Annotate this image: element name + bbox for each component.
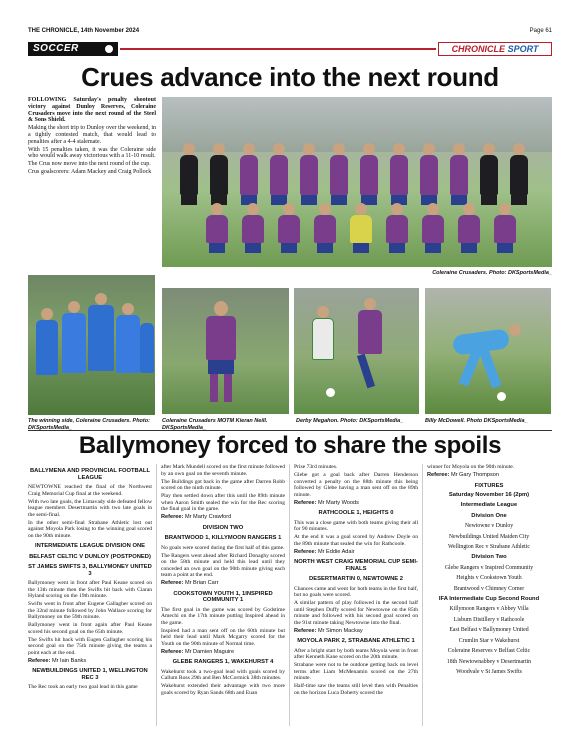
player-shorts [331, 195, 347, 205]
player-head [483, 143, 495, 155]
referee-label: Referee: [161, 514, 185, 520]
player-head [247, 203, 259, 215]
fixture-item: East Belfast v Ballymoney United [449, 627, 529, 634]
report-column-1 [28, 464, 152, 726]
report-paragraph: Half-time saw the teams still level then with Penalties on the horizon Luca Doherty scored the [294, 683, 418, 696]
story-paragraph: With 15 penalties taken, it was the Coleraine side who would walk away victorious with a 11-10 result. [28, 146, 156, 160]
report-paragraph: The Rangers went ahead after Richard Donaghy scored on the 58th minute and held this lead until they conceded an own goal on the 90th minute giving each team a point at the end. [161, 552, 285, 578]
football-icon [104, 44, 114, 54]
team-photo [162, 97, 552, 267]
referee-line: Referee: Mr Marty Woods [294, 499, 359, 506]
report-columns [28, 464, 552, 726]
player-head [427, 203, 439, 215]
motm-photo [162, 288, 289, 414]
player-figure [510, 155, 528, 195]
section-label: SOCCER [28, 42, 118, 56]
player-shorts [181, 195, 197, 205]
fixture-heading: Saturday November 16 (2pm) [448, 492, 530, 498]
report-paragraph: The Buildings got back in the game after Darren Robb scored on the ninth minute. [161, 478, 285, 491]
report-paragraph: Wakehurst took a two-goal lead with goals scored by Callum Ross 29th and Ben McCormick 38th minutes. [161, 668, 285, 681]
match-heading: COOKSTOWN YOUTH 1, 1INSPIRED COMMUNITY 1 [173, 590, 273, 603]
player-head [243, 143, 255, 155]
page-header [28, 28, 552, 38]
referee-line: Referee: Mr Iain Banks [28, 657, 87, 664]
report-column-3 [294, 464, 418, 726]
match-heading: DIVISION TWO [202, 524, 244, 531]
report-paragraph: After a bright start by both teams Moyola went in front after Kenneth Kane scored on the 20th minute. [294, 647, 418, 660]
report-paragraph: Inspired had a man sent off on the 60th minute but held their lead until Mark Mcgarry scored for the Youth on the 90th minute of Normal time. [161, 627, 285, 647]
report-paragraph: winner for Moyola on the 90th minute. [427, 464, 515, 470]
referee-label: Referee: [161, 648, 185, 655]
player-head [499, 203, 511, 215]
player-figure [386, 215, 408, 243]
player-head [463, 203, 475, 215]
referee-label: Referee: [28, 657, 52, 664]
report-column-2 [161, 464, 285, 726]
player-figure [278, 215, 300, 243]
derby-photo [294, 288, 419, 414]
player-shorts [245, 243, 261, 253]
report-paragraph: Glebe got a goal back after Darren Henderson converted a penalty on the 88th minute this being followed by Glebe having a man sent off on the 89th minute. [294, 472, 418, 498]
report-paragraph: With two late goals, the Limavady side defeated fellow league members Desertmartin with two late goals in the semi-final. [28, 498, 152, 518]
player-figure [240, 155, 258, 195]
fixture-item: Lisburn Distillery v Rathcoole [453, 616, 525, 623]
fixture-heading: Division Two [471, 554, 507, 561]
fixture-item: Newtowne v Dunloy [464, 523, 514, 530]
story-paragraph: Making the short trip to Dunloy over the weekend, in a tightly contested match, that would lead to penalties after a 4-4 stalemate. [28, 125, 156, 145]
player-figure [390, 155, 408, 195]
player-shorts [425, 243, 441, 253]
lead-story [28, 97, 156, 177]
match-heading: DESERTMARTIN 0, NEWTOWNE 2 [309, 576, 403, 582]
player-shorts [497, 243, 513, 253]
referee-line: Referee: Mr Marty Crawford [161, 514, 232, 520]
player-figure [360, 155, 378, 195]
fixture-heading: Intermediate League [460, 502, 518, 509]
fixture-item: Wellington Rec v Strabane Athletic [448, 544, 530, 551]
player-shorts [353, 243, 369, 253]
fixture-heading: IFA Intermediate Cup Second Round [438, 596, 540, 603]
player-shorts [461, 243, 477, 253]
report-paragraph: Strabane were not to be outdone getting back on level terms after Liam McMenamin scored on the 27th minute. [294, 662, 418, 681]
section-bar [28, 42, 552, 56]
player-figure [494, 215, 516, 243]
brand-logo: CHRONICLE SPORT [438, 42, 552, 56]
player-shorts [281, 243, 297, 253]
report-paragraph: Chances came and went for both teams in the first half, but no goals were scored. [294, 585, 418, 598]
report-column-4 [427, 464, 551, 726]
player-head [213, 143, 225, 155]
team-photo-caption: Coleraine Crusaders. Photo: DKSportsMedia_ [432, 270, 552, 276]
player-figure [420, 155, 438, 195]
player-figure [210, 155, 228, 195]
report-paragraph: At the end it was a goal scored by Andrew Doyle on the 89th minute that sealed the win for Rathcoole. [294, 534, 418, 547]
player-head [283, 203, 295, 215]
referee-label: Referee: [294, 548, 318, 555]
match-heading: MOYOLA PARK 2, STRABANE ATHLETIC 1 [297, 638, 415, 644]
page-number: Page 61 [529, 28, 552, 34]
report-paragraph: Wakehurst extended their advantage with two more goals scored by Ryan Sands 68th and Euan [161, 683, 285, 696]
match-heading: INTERMEDIATE LEAGUE DIVISION ONE [34, 543, 146, 549]
report-paragraph: Ballymoney went in front again after Paul Keane scored his second goal on the 65th minute. [28, 622, 152, 635]
story-paragraph: Crus goalscorers: Adam Mackey and Craig Pollock [28, 168, 152, 175]
player-shorts [481, 195, 497, 205]
player-shorts [317, 243, 333, 253]
winning-side-caption: The winning side, Coleraine Crusaders. Photo: DKSportsMedia_ [28, 418, 150, 431]
fixtures-title: FIXTURES [474, 482, 504, 489]
report-paragraph: Swifts went in front after Eugene Gallagher scored on the 32nd minute followed by John Wallace scoring for Ballymoney on the 59th minute. [28, 601, 152, 620]
player-head [363, 143, 375, 155]
player-head [183, 143, 195, 155]
lead-headline: Crues advance into the next round [81, 62, 499, 92]
billy-caption: Billy McDowell. Photo DKSportsMedia_ [425, 418, 528, 424]
player-figure [458, 215, 480, 243]
match-heading: NEWBUILDINGS UNITED 1, WELLINGTON REC 3 [32, 668, 148, 681]
fixture-heading: Division One [471, 512, 507, 519]
player-figure [206, 215, 228, 243]
player-head [355, 203, 367, 215]
fixture-item: Newbuildings United Maiden City [448, 533, 530, 540]
player-figure [422, 215, 444, 243]
report-paragraph: No goals were scored during the first half of this game. [161, 544, 285, 551]
report-paragraph: Play then settled down after this until the 89th minute when Aaron Smith sealed the win for the Rec scoring the final goal in the game. [161, 493, 285, 512]
report-paragraph: Prise 73rd minutes. [294, 464, 338, 470]
player-figure [350, 215, 372, 243]
match-heading: BALLYMENA AND PROVINCIAL FOOTBALL LEAGUE [29, 468, 151, 481]
referee-line: Referee: Mr Gary Thompson [427, 472, 500, 478]
player-head [423, 143, 435, 155]
report-paragraph: Ballymoney went in front after Paul Keane scored on the 13th minute then the Swifts hit back with Ciaran Hyland scoring on the 19th minute. [28, 580, 152, 599]
match-heading: ST JAMES SWIFTS 3, BALLYMONEY UNITED 3 [28, 564, 152, 577]
player-figure [330, 155, 348, 195]
fixture-item: Glebe Rangers v Inspired Community [444, 564, 534, 571]
player-figure [270, 155, 288, 195]
player-head [393, 143, 405, 155]
player-head [303, 143, 315, 155]
player-head [211, 203, 223, 215]
match-heading: BRANTWOOD 1, KILLYMOON RANGERS 1 [164, 535, 282, 541]
second-headline: Ballymoney forced to share the spoils [28, 430, 552, 460]
referee-line: Referee: Mr Damien Maguire [161, 648, 235, 655]
referee-line: Referee: Mr Eddie Adair [294, 548, 355, 555]
player-head [513, 143, 525, 155]
player-head [333, 143, 345, 155]
report-paragraph: The first goal in the game was scored by Godstime Amechi on the 17th minute putting Inspired ahead in the game. [161, 606, 285, 626]
report-paragraph: A similar pattern of play followed in the second half until Stephen Duffy scored for Newtowne on the 85th minute and followed with his second goal scored on the 91st minute taking Newtowne into the final. [294, 600, 418, 626]
player-shorts [511, 195, 527, 205]
player-head [319, 203, 331, 215]
player-figure [180, 155, 198, 195]
match-heading: NORTH WEST CRAIG MEMORIAL CUP SEMI-FINALS [294, 559, 418, 572]
player-head [391, 203, 403, 215]
report-paragraph: NEWTOWNE reached the final of the Northwest Craig Memorial Cup final at the weekend. [28, 484, 152, 497]
player-figure [480, 155, 498, 195]
player-shorts [209, 243, 225, 253]
player-figure [314, 215, 336, 243]
paper-dateline: THE CHRONICLE, 14th November 2024 [28, 28, 140, 34]
fixture-item: Coleraine Reserves v Belfast Celtic [447, 648, 531, 655]
motm-caption: Coleraine Crusaders MOTM Kieran Neill. DKSportsMedia_ [162, 418, 268, 431]
referee-line: Referee: Mr Simon Mackay [294, 627, 363, 634]
fixture-item: 18th Newtownabbey v Desertmartin [446, 658, 532, 665]
match-heading: GLEBE RANGERS 1, WAKEHURST 4 [172, 659, 274, 665]
referee-label: Referee: [161, 580, 185, 586]
referee-label: Referee: [294, 627, 318, 634]
billy-photo [425, 288, 551, 414]
player-head [273, 143, 285, 155]
report-paragraph: This was a close game with both teams giving their all for 90 minutes. [294, 519, 418, 532]
fixture-item: Woodvale v St James Swifts [456, 668, 522, 675]
player-figure [242, 215, 264, 243]
referee-line: Referee: Mr Brian Carr [161, 580, 219, 586]
derby-caption: Derby Megahon. Photo: DKSportsMedia_ [296, 418, 404, 424]
referee-label: Referee: [294, 499, 318, 506]
fixture-item: Brantwood v Chimney Corner [453, 585, 525, 592]
referee-label: Referee: [427, 472, 451, 478]
player-figure [450, 155, 468, 195]
match-heading: BELFAST CELTIC V DUNLOY (POSTPONED) [29, 553, 151, 560]
player-shorts [389, 243, 405, 253]
report-paragraph: after Mark Mundell scored on the first minute followed by an own goal on the seventh minute. [161, 464, 285, 477]
report-paragraph: In the other semi-final Strabane Athletic lost out against Moyola Park losing to the winning goal scored on the 90th minute. [28, 519, 152, 539]
report-paragraph: The Rec took an early two goal lead in this game [28, 684, 138, 690]
lead-paragraph: FOLLOWING Saturday's penalty shootout victory against Dunloy Reserves, Coleraine Crusaders move into the next round of the Steel & Sons Shield. [28, 97, 156, 124]
fixture-item: Killymoon Rangers v Abbey Villa [449, 606, 529, 613]
match-heading: RATHCOOLE 1, HEIGHTS 0 [318, 510, 394, 516]
fixture-item: Crumlin Star v Wakehurst [458, 637, 520, 644]
fixture-item: Heights v Cookstown Youth [456, 575, 522, 582]
report-paragraph: The Swifts hit back with Eugen Gallagher scoring his second goal on the 75th minute giving the teams a point each at the end. [28, 636, 152, 656]
section-rule [120, 48, 436, 50]
player-shorts [301, 195, 317, 205]
player-head [453, 143, 465, 155]
player-figure [300, 155, 318, 195]
story-paragraph: The Crus now move into the next round of the cup. [28, 161, 151, 168]
winning-side-photo [28, 275, 155, 415]
